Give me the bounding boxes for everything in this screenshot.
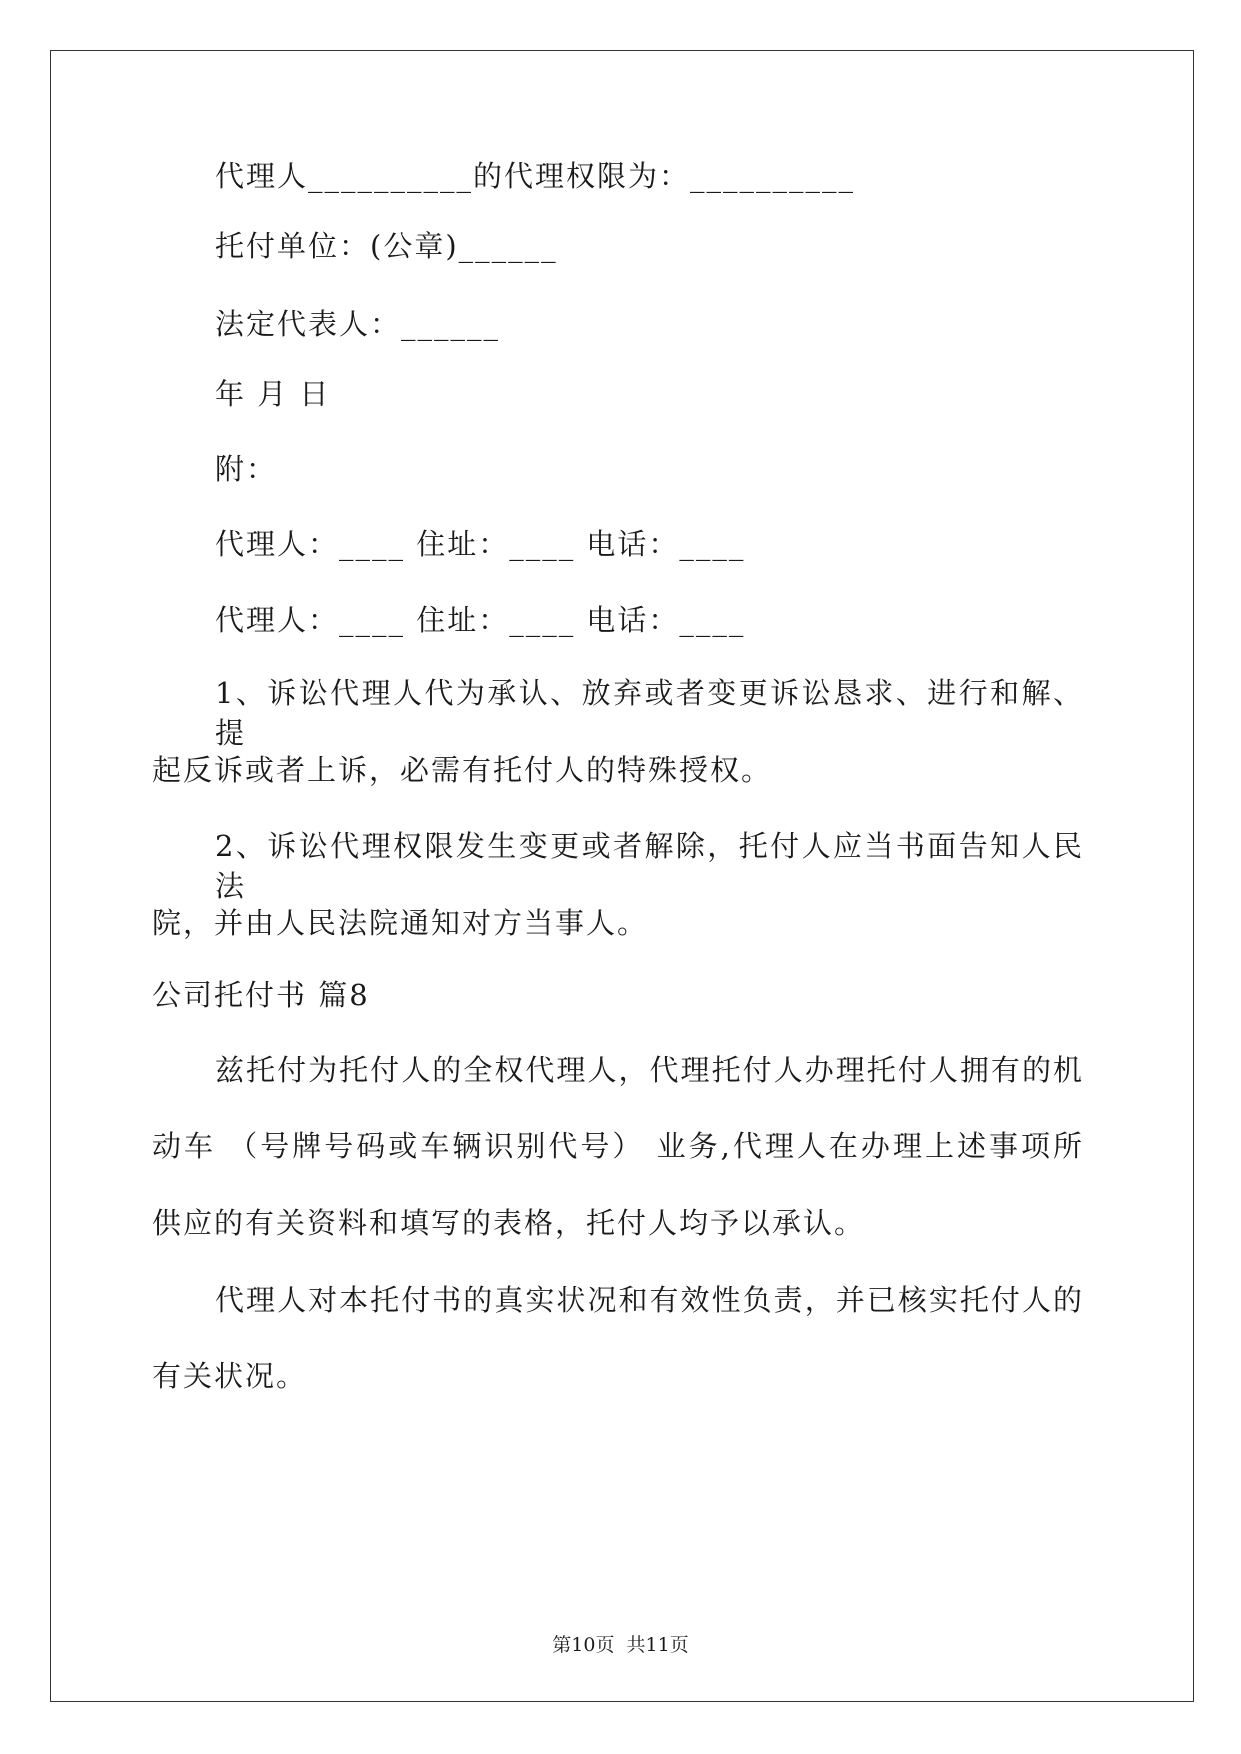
paragraph-responsibility-line-2: 有关状况。 [152,1359,308,1393]
paragraph-clause-1-line-1: 1、诉讼代理人代为承认、放弃或者变更诉讼恳求、进行和解、提 [215,676,1084,750]
paragraph-entrust-line-3: 供应的有关资料和填写的表格，托付人均予以承认。 [152,1206,866,1240]
paragraph-clause-2-line-1: 2、诉讼代理权限发生变更或者解除，托付人应当书面告知人民法 [215,829,1084,903]
paragraph-responsibility-line-1: 代理人对本托付书的真实状况和有效性负责，并已核实托付人的 [215,1283,1084,1317]
paragraph-date: 年 月 日 [215,377,331,411]
paragraph-agent-info-1: 代理人：____ 住址：____ 电话：____ [215,527,746,561]
paragraph-attachment: 附： [215,452,278,486]
paragraph-agent-authority: 代理人__________的代理权限为：__________ [215,159,856,193]
section-title: 公司托付书 篇8 [152,978,370,1012]
paragraph-entrust-line-2: 动车 （号牌号码或车辆识别代号） 业务,代理人在办理上述事项所 [152,1129,1084,1163]
paragraph-clause-1-line-2: 起反诉或者上诉，必需有托付人的特殊授权。 [152,753,773,787]
paragraph-entrusting-unit: 托付单位：(公章)______ [215,229,558,263]
page-number: 第10页 共11页 [552,1634,689,1656]
paragraph-entrust-line-1: 兹托付为托付人的全权代理人，代理托付人办理托付人拥有的机 [215,1053,1084,1087]
paragraph-clause-2-line-2: 院，并由人民法院通知对方当事人。 [152,906,649,940]
paragraph-legal-representative: 法定代表人：______ [215,307,501,341]
paragraph-agent-info-2: 代理人：____ 住址：____ 电话：____ [215,603,746,637]
